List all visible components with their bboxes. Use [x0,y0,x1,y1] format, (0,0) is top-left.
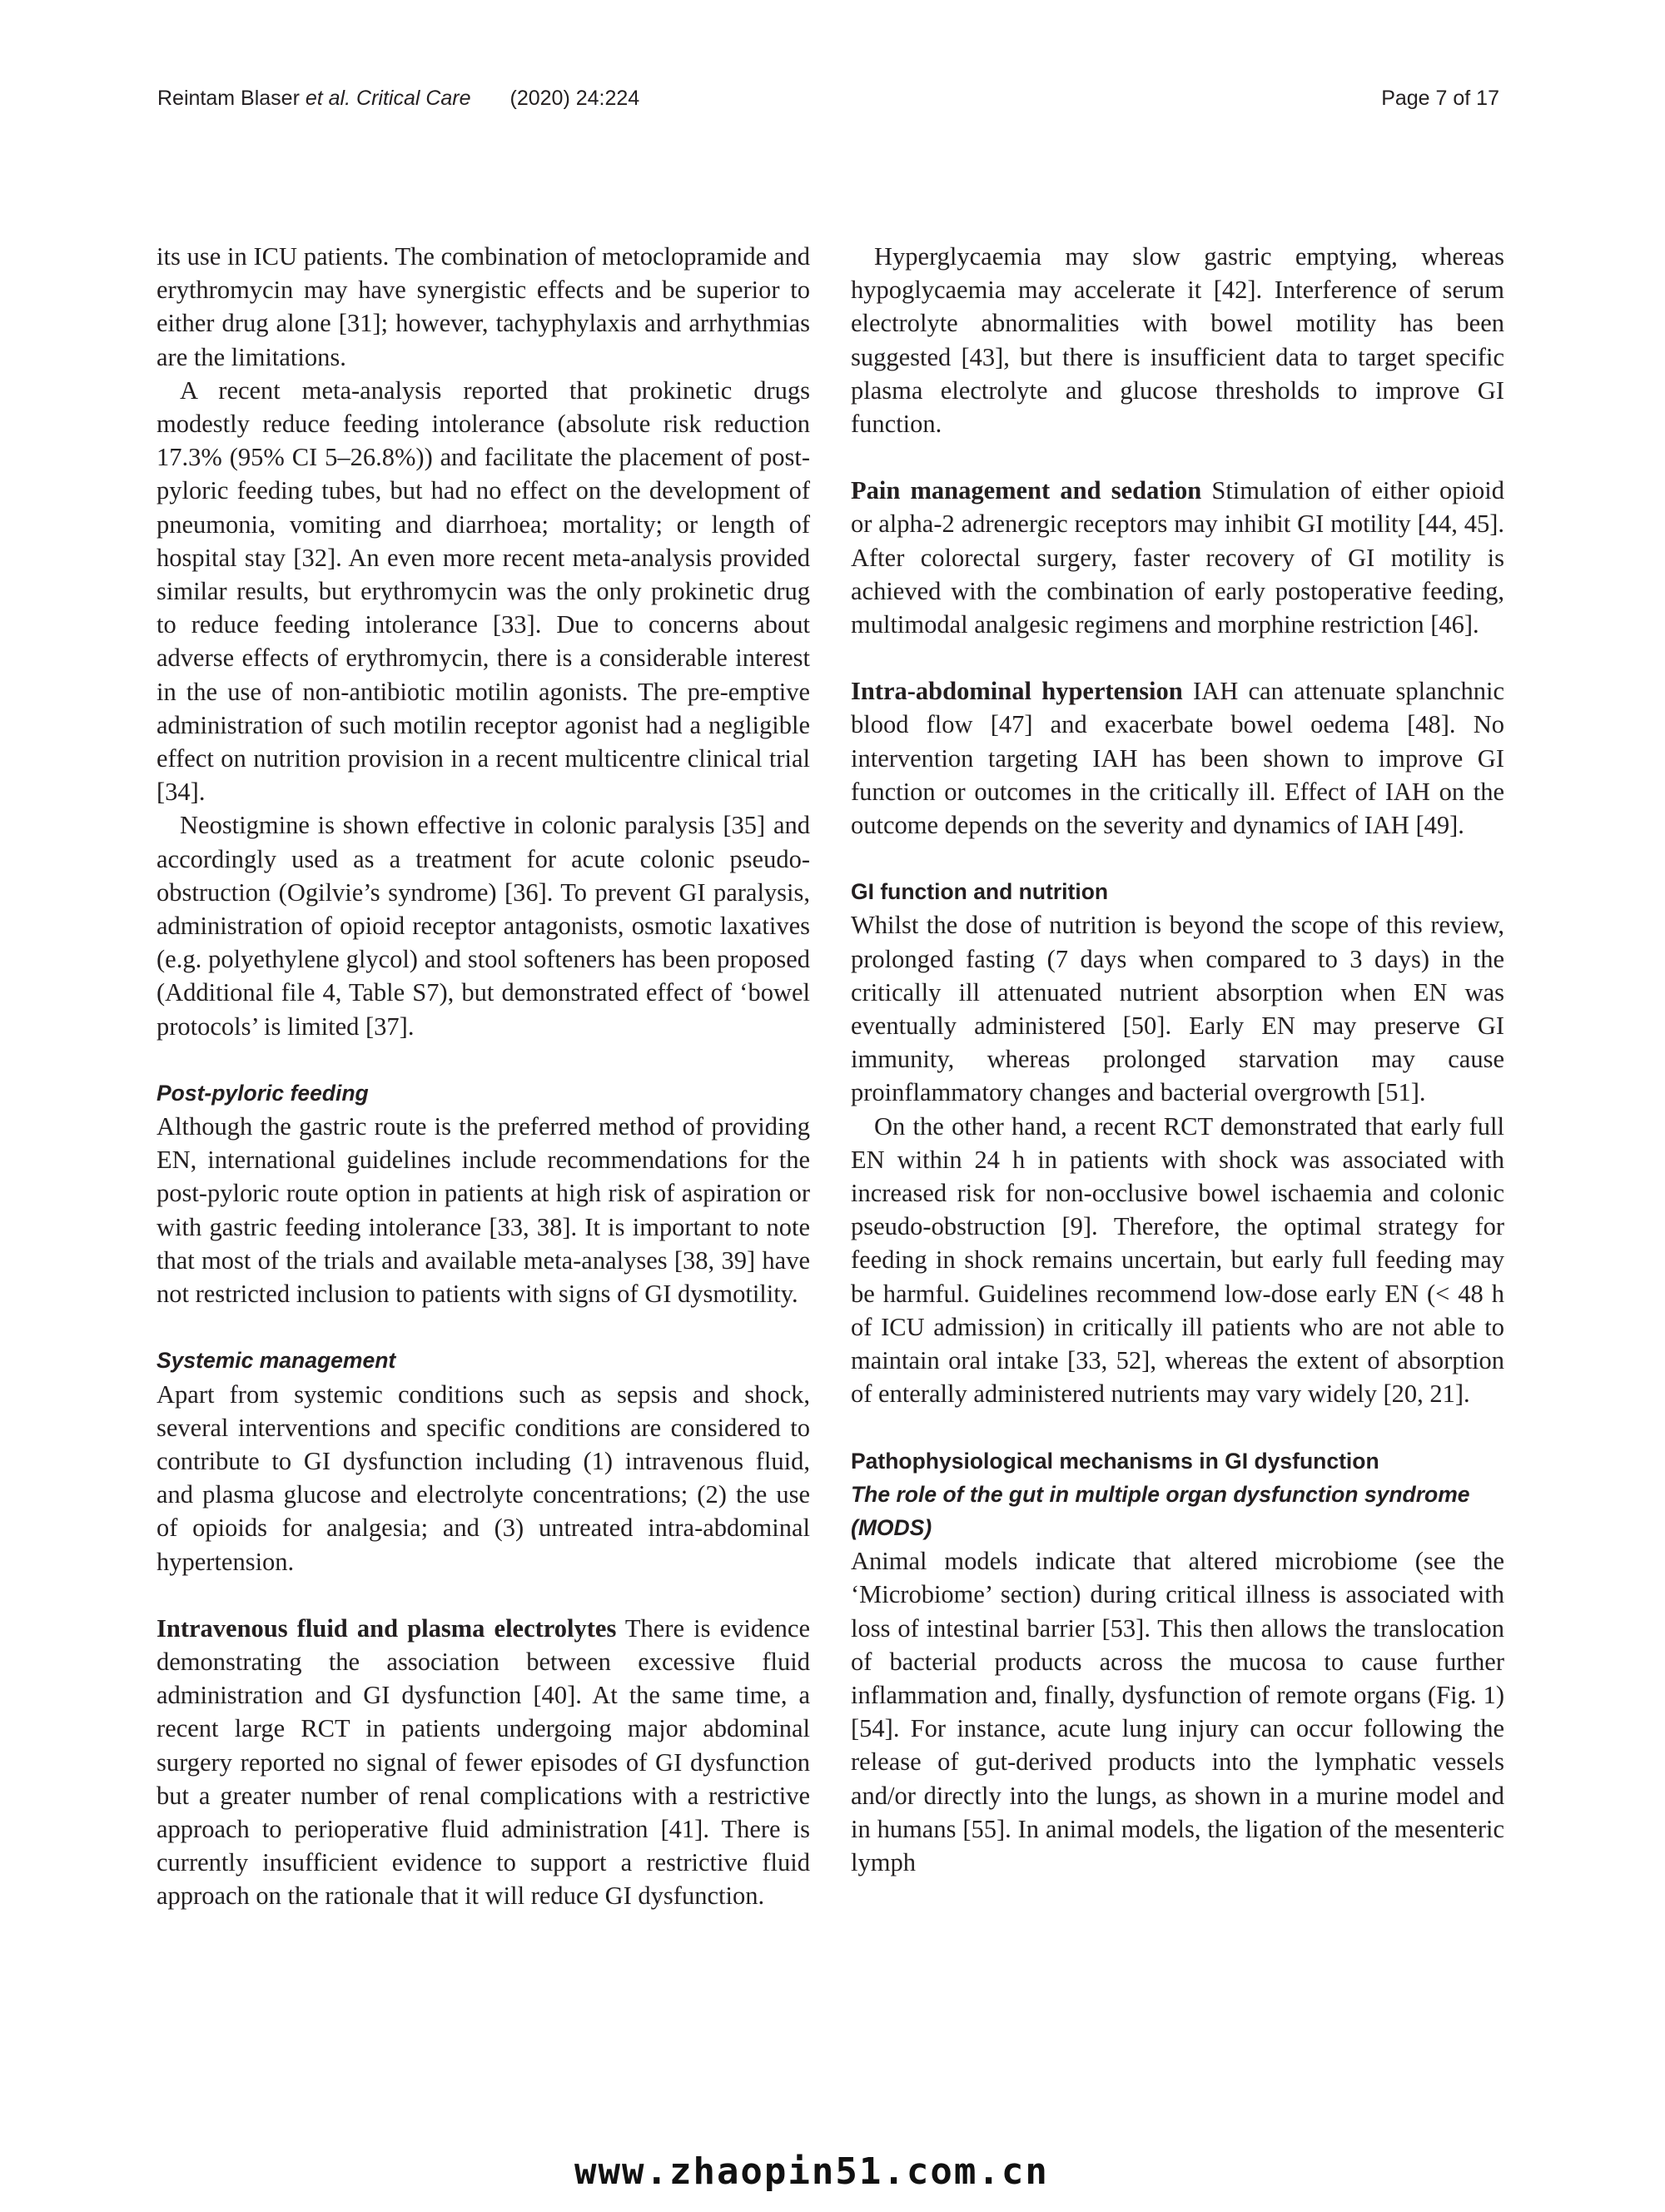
right-paragraph-6: Animal models indicate that altered microbiome (see the ‘Microbiome’ section) during critical illness is associated with loss of intestinal barrier [53]. This then allows the translocation of bacterial products across the mucosa to cause further inflammation and, finally, dysfunction of remote organs (Fig. 1) [54]. For instance, acute lung injury can occur following the release of gut-derived products into the lymphatic vessels and/or directly into the lungs, as shown in a murine model and in humans [55]. In animal models, the ligation of the mesenteric lymph [851,1547,1504,1876]
header-authors: Reintam Blaser [157,87,300,110]
left-paragraph-6-text: There is evidence demonstrating the association between excessive fluid administration and GI dysfunction [40]. At the same time, a recent large RCT in patients undergoing major abdominal surgery reported no signal of fewer episodes of GI dysfunction but a greater number of renal complications with a restrictive approach to perioperative fluid administration [41]. There is currently insufficient evidence to support a restrictive fluid approach on the rationale that it will reduce GI dysfunction. [157,1613,810,1911]
heading-pathophysiological-mechanisms: Pathophysiological mechanisms in GI dysfunction [851,1448,1379,1474]
left-column [157,240,810,1913]
spacer [157,1043,810,1076]
watermark-url: www.zhaopin51.com.cn [574,2150,1049,2193]
header-journal: Critical Care [356,87,471,110]
runin-heading-iv-fluid: Intravenous fluid and plasma electrolytes [157,1613,617,1643]
spacer [157,1578,810,1612]
header-citation: (2020) 24:224 [509,87,640,110]
right-paragraph-3-text: IAH can attenuate splanchnic blood flow [47] and exacerbate bowel oedema [48]. No intervention targeting IAH has been shown to improve GI function or outcomes in the critically ill. Effect of IAH on the outcome depends on the severity and dynamics of IAH [49]. [851,677,1504,840]
right-paragraph-4: Whilst the dose of nutrition is beyond the scope of this review, prolonged fasting (7 days when compared to 3 days) in the critically ill attenuated nutrient absorption when EN was eventually administered [50]. Early EN may preserve GI immunity, whereas prolonged starvation may cause proinflammatory changes and bacterial overgrowth [51]. [851,911,1504,1107]
right-paragraph-2 [851,474,1504,641]
heading-gi-function-nutrition: GI function and nutrition [851,879,1109,905]
left-paragraph-5: Apart from systemic conditions such as sepsis and shock, several interventions and specific conditions are considered to contribute to GI dysfunction including (1) intravenous fluid, and plasma glucose and electrolyte concentrations; (2) the use of opioids for analgesia; and (3) untreated intra-abdominal hypertension. [157,1379,810,1576]
left-paragraph-2: A recent meta-analysis reported that prokinetic drugs modestly reduce feeding intolerance (absolute risk reduction 17.3% (95% CI 5–26.8%)) and facilitate the placement of post-pyloric feeding tubes, but had no effect on the development of pneumonia, vomiting and diarrhoea; mortality; or length of hospital stay [32]. An even more recent meta-analysis provided similar results, but erythromycin was the only prokinetic drug to reduce feeding intolerance [33]. Due to concerns about adverse effects of erythromycin, there is a considerable interest in the use of non-antibiotic motilin agonists. The pre-emptive administration of such motilin receptor agonist had a negligible effect on nutrition provision in a recent multicentre clinical trial [34]. [157,375,810,807]
runin-heading-iah: Intra-abdominal hypertension [851,677,1183,706]
spacer [851,1411,1504,1444]
right-paragraph-2-text: Stimulation of either opioid or alpha-2 adrenergic receptors may inhibit GI motility [44, 45]. After colorectal surgery, faster recovery of GI motility is achieved with the combination of early postoperative feeding, multimodal analgesic regimens and morphine restriction [46]. [851,476,1504,639]
runin-heading-pain: Pain management and sedation [851,476,1202,505]
right-column [851,240,1504,1879]
heading-post-pyloric-feeding: Post-pyloric feeding [157,1080,369,1106]
spacer [851,842,1504,875]
heading-systemic-management: Systemic management [157,1348,396,1374]
left-paragraph-4: Although the gastric route is the preferred method of providing EN, international guidelines include recommendations for the post-pyloric route option in patients at high risk of aspiration or with gastric feeding intolerance [33, 38]. It is important to note that most of the trials and available meta-analyses [38, 39] have not restricted inclusion to patients with signs of GI dysmotility. [157,1112,810,1309]
left-paragraph-6 [157,1612,810,1913]
heading-role-of-gut-mods: The role of the gut in multiple organ dysfunction syndrome (MODS) [851,1481,1470,1540]
right-paragraph-3 [851,674,1504,842]
header-etal: et al. [305,87,351,110]
spacer [851,641,1504,674]
running-header [157,87,639,111]
spacer [851,440,1504,474]
left-paragraph-3: Neostigmine is shown effective in colonic paralysis [35] and accordingly used as a treatment for acute colonic pseudo-obstruction (Ogilvie’s syndrome) [36]. To prevent GI paralysis, administration of opioid receptor antagonists, osmotic laxatives (e.g. polyethylene glycol) and stool softeners has been proposed (Additional file 4, Table S7), but demonstrated effect of ‘bowel protocols’ is limited [37]. [157,811,810,1041]
page-number: Page 7 of 17 [1381,87,1499,110]
right-paragraph-5: On the other hand, a recent RCT demonstrated that early full EN within 24 h in patients with shock was associated with increased risk for non-occlusive bowel ischaemia and colonic pseudo-obstruction [9]. Therefore, the optimal strategy for feeding in shock remains uncertain, but early full feeding may be harmful. Guidelines recommend low-dose early EN (< 48 h of ICU admission) in critically ill patients who are not able to maintain oral intake [33, 52], whereas the extent of absorption of enterally administered nutrients may vary widely [20, 21]. [851,1111,1504,1409]
left-paragraph-1: its use in ICU patients. The combination of metoclopramide and erythromycin may have synergistic effects and be superior to either drug alone [31]; however, tachyphylaxis and arrhythmias are the limitations. [157,242,810,371]
spacer [157,1310,810,1344]
right-paragraph-1: Hyperglycaemia may slow gastric emptying, whereas hypoglycaemia may accelerate it [42]. Interference of serum electrolyte abnormalities with bowel motility has been suggested [43], but there is insufficient data to target specific plasma electrolyte and glucose thresholds to improve GI function. [851,242,1504,439]
